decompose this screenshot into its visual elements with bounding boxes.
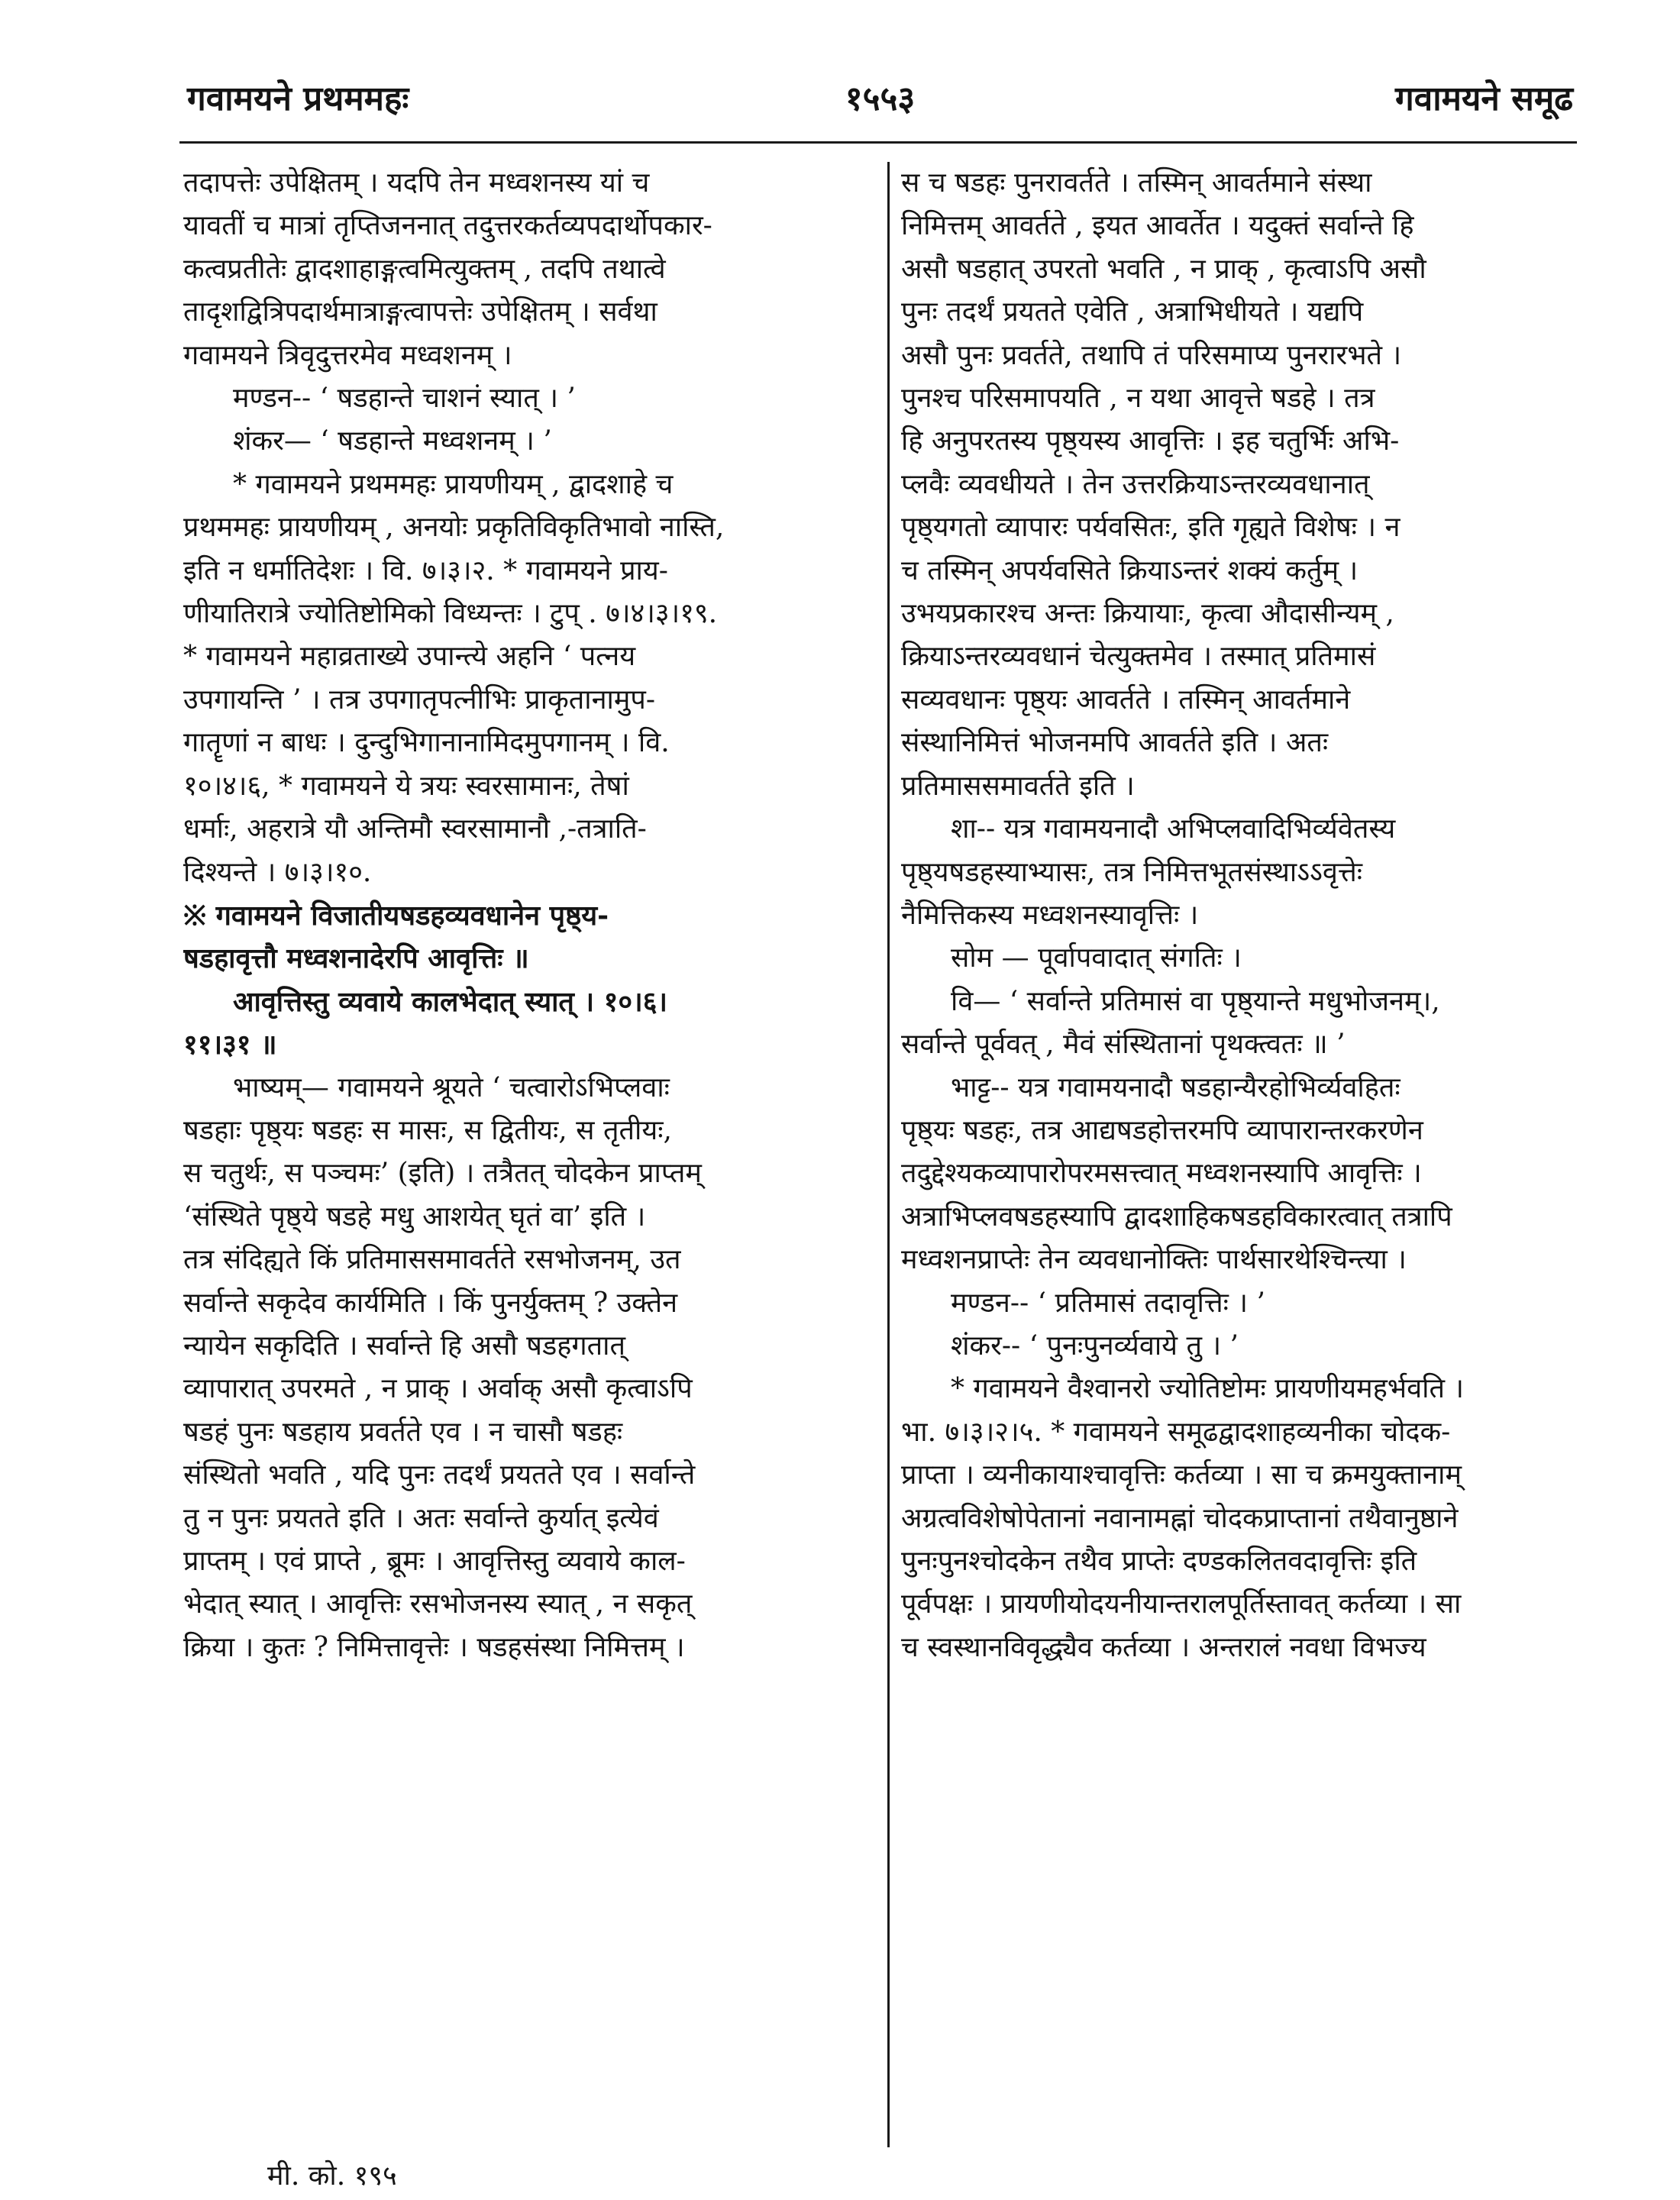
page-number: १५५३ xyxy=(845,79,916,118)
text-line: शा-- यत्र गवामयनादौ अभिप्लवादिभिर्व्यवेतस्य xyxy=(951,813,1396,845)
text-line: मण्डन-- ‘ प्रतिमासं तदावृत्तिः । ’ xyxy=(951,1287,1265,1319)
text-line: * गवामयने महाव्रताख्ये उपान्त्ये अहनि ‘ पत्नय xyxy=(183,641,636,673)
text-line: उपगायन्ति ’ । तत्र उपगातृपत्नीभिः प्राकृतानामुप- xyxy=(183,683,656,716)
text-line: अग्रत्वविशेषोपेतानां नवानामह्नां चोदकप्राप्तानां तथैवानुष्ठाने xyxy=(901,1502,1459,1534)
text-line: अत्राभिप्लवषडहस्यापि द्वादशाहिकषडहविकारत्वात् तत्रापि xyxy=(901,1200,1452,1232)
left-column xyxy=(183,162,882,1669)
text-line: सव्यवधानः पृष्ठ्यः आवर्तते । तस्मिन् आवर्तमाने xyxy=(901,683,1351,716)
text-line: संस्थितो भवति , यदि पुनः तदर्थं प्रयतते एव । सर्वान्ते xyxy=(183,1459,696,1491)
text-line: नैमित्तिकस्य मध्वशनस्यावृत्तिः । xyxy=(901,899,1199,931)
text-line: तदापत्तेः उपेक्षितम् । यदपि तेन मध्वशनस्य यां च xyxy=(183,167,650,199)
text-line: संस्थानिमित्तं भोजनमपि आवर्तते इति । अतः xyxy=(901,727,1329,759)
text-line: षडहं पुनः षडहाय प्रवर्तते एव । न चासौ षडहः xyxy=(183,1416,623,1448)
text-line: शंकर-- ‘ पुनःपुनर्व्यवाये तु । ’ xyxy=(951,1329,1239,1362)
text-line: णीयातिरात्रे ज्योतिष्टोमिको विध्यन्तः । टुप् . ७।४।३।१९. xyxy=(183,598,718,630)
text-line: व्यापारात् उपरमते , न प्राक् । अर्वाक् असौ कृत्वाऽपि xyxy=(183,1373,693,1405)
text-line: स च षडहः पुनरावर्तते । तस्मिन् आवर्तमाने संस्था xyxy=(901,167,1372,199)
right-column xyxy=(901,162,1585,1669)
text-line: प्रतिमाससमावर्तते इति । xyxy=(901,770,1135,802)
text-line: ११।३१ ॥ xyxy=(183,1029,277,1061)
text-line: भा. ७।३।२।५. * गवामयने समूढद्वादशाहव्यनीका चोदक- xyxy=(901,1416,1451,1448)
text-line: पूर्वपक्षः । प्रायणीयोदयनीयान्तरालपूर्तिस्तावत् कर्तव्या । सा xyxy=(901,1588,1462,1620)
text-line: शंकर— ‘ षडहान्ते मध्वशनम् । ’ xyxy=(233,425,552,457)
text-line: प्लवैः व्यवधीयते । तेन उत्तरक्रियाऽन्तरव्यवधानात् xyxy=(901,468,1370,500)
text-line: तत्र संदिह्यते किं प्रतिमाससमावर्तते रसभोजनम्, उत xyxy=(183,1244,681,1276)
text-line: पृष्ठ्यः षडहः, तत्र आद्यषडहोत्तरमपि व्यापारान्तरकरणेन xyxy=(901,1114,1423,1146)
text-line: वि— ‘ सर्वान्ते प्रतिमासं वा पृष्ठ्यान्ते मधुभोजनम्।, xyxy=(951,985,1440,1017)
text-line: न्यायेन सकृदिति । सर्वान्ते हि असौ षडहगतात् xyxy=(183,1329,625,1362)
text-line: प्राप्तम् । एवं प्राप्ते , ब्रूमः । आवृत्तिस्तु व्यवाये काल- xyxy=(183,1546,686,1577)
text-line: तदुद्देश्यकव्यापारोपरमसत्त्वात् मध्वशनस्यापि आवृत्तिः । xyxy=(901,1158,1422,1190)
text-line: * गवामयने प्रथममहः प्रायणीयम् , द्वादशाहे च xyxy=(233,468,674,500)
text-line: हि अनुपरतस्य पृष्ठ्यस्य आवृत्तिः । इह चतुर्भिः अभि- xyxy=(901,425,1400,457)
text-line: कत्वप्रतीतेः द्वादशाहाङ्गत्वमित्युक्तम् , तदपि तथात्वे xyxy=(183,253,666,285)
text-line: पुनः तदर्थं प्रयतते एवेति , अत्राभिधीयते । यद्यपि xyxy=(901,296,1364,328)
text-line: पुनःपुनश्चोदकेन तथैव प्राप्तेः दण्डकलितवदावृत्तिः इति xyxy=(901,1546,1417,1577)
column-divider xyxy=(887,162,890,2147)
text-line: स चतुर्थः, स पञ्चमः’ (इति) । तत्रैतत् चोदकेन प्राप्तम् xyxy=(183,1158,702,1190)
header-left-title: गवामयने प्रथममहः xyxy=(187,79,409,118)
text-line: सर्वान्ते पूर्ववत् , मैवं संस्थितानां पृथक्त्वतः ॥ ’ xyxy=(901,1029,1346,1061)
text-line: भाट्ट-- यत्र गवामयनादौ षडहान्यैरहोभिर्व्यवहितः xyxy=(951,1071,1401,1103)
text-line: तादृशद्वित्रिपदार्थमात्राङ्गत्वापत्तेः उपेक्षितम् । सर्वथा xyxy=(183,296,657,328)
text-line: षडहाः पृष्ठ्यः षडहः स मासः, स द्वितीयः, स तृतीयः, xyxy=(183,1114,672,1146)
text-line: उभयप्रकारश्च अन्तः क्रियायाः, कृत्वा औदासीन्यम् , xyxy=(901,598,1394,630)
text-line: च तस्मिन् अपर्यवसिते क्रियाऽन्तरं शक्यं कर्तुम् । xyxy=(901,554,1359,586)
text-line: पृष्ठ्यगतो व्यापारः पर्यवसितः, इति गृह्यते विशेषः । न xyxy=(901,512,1401,544)
text-line: ※ गवामयने विजातीयषडहव्यवधानेन पृष्ठ्य- xyxy=(183,899,609,932)
text-line: गवामयने त्रिवृदुत्तरमेव मध्वशनम् । xyxy=(183,339,512,371)
text-line: सर्वान्ते सकृदेव कार्यमिति । किं पुनर्युक्तम् ? उक्तेन xyxy=(183,1287,678,1319)
text-line: असौ पुनः प्रवर्तते, तथापि तं परिसमाप्य पुनरारभते । xyxy=(901,339,1402,371)
text-line: मध्वशनप्राप्तेः तेन व्यवधानोक्तिः पार्थसारथेश्चिन्त्या । xyxy=(901,1244,1407,1276)
text-line: पृष्ठ्यषडहस्याभ्यासः, तत्र निमित्तभूतसंस्थाऽऽवृत्तेः xyxy=(901,856,1363,888)
text-line: ‘संस्थिते पृष्ठ्ये षडहे मधु आशयेत् घृतं वा’ इति । xyxy=(183,1200,646,1232)
text-line: असौ षडहात् उपरतो भवति , न प्राक् , कृत्वाऽपि असौ xyxy=(901,253,1426,285)
header-right-title: गवामयने समूढ xyxy=(1394,79,1573,118)
header-rule xyxy=(179,141,1577,144)
text-line: दिश्यन्ते । ७।३।१०. xyxy=(183,856,372,888)
text-line: निमित्तम् आवर्तते , इयत आवर्तेत । यदुक्तं सर्वान्ते हि xyxy=(901,210,1414,242)
footer-signature: मी. को. १९५ xyxy=(267,2160,397,2192)
text-line: धर्माः, अहरात्रे यौ अन्तिमौ स्वरसामानौ ,-तत्राति- xyxy=(183,813,647,845)
text-line: क्रिया । कुतः ? निमित्तावृत्तेः । षडहसंस्था निमित्तम् । xyxy=(183,1631,685,1663)
text-line: गातॄणां न बाधः । दुन्दुभिगानानामिदमुपगानम् । वि. xyxy=(183,727,670,759)
text-line: षडहावृत्तौ मध्वशनादेरपि आवृत्तिः ॥ xyxy=(183,942,529,975)
text-line: च स्वस्थानविवृद्ध्यैव कर्तव्या । अन्तरालं नवधा विभज्य xyxy=(901,1631,1426,1663)
text-line: प्राप्ता । व्यनीकायाश्चावृत्तिः कर्तव्या । सा च क्रमयुक्तानाम् xyxy=(901,1459,1462,1491)
text-line: प्रथममहः प्रायणीयम् , अनयोः प्रकृतिविकृतिभावो नास्ति, xyxy=(183,512,725,544)
text-line: भेदात् स्यात् । आवृत्तिः रसभोजनस्य स्यात् , न सकृत् xyxy=(183,1588,693,1620)
text-line: क्रियाऽन्तरव्यवधानं चेत्युक्तमेव । तस्मात् प्रतिमासं xyxy=(901,641,1376,673)
text-line: मण्डन-- ‘ षडहान्ते चाशनं स्यात् । ’ xyxy=(233,383,576,415)
text-line: यावतीं च मात्रां तृप्तिजननात् तदुत्तरकर्तव्यपदार्थोपकार- xyxy=(183,210,712,242)
text-line: * गवामयने वैश्वानरो ज्योतिष्टोमः प्रायणीयमहर्भवति । xyxy=(951,1373,1465,1405)
text-line: तु न पुनः प्रयतते इति । अतः सर्वान्ते कुर्यात् इत्येवं xyxy=(183,1502,659,1534)
text-line: पुनश्च परिसमापयति , न यथा आवृत्ते षडहे । तत्र xyxy=(901,383,1375,415)
running-header xyxy=(187,73,1573,126)
text-line: इति न धर्मातिदेशः । वि. ७।३।२. * गवामयने प्राय- xyxy=(183,554,668,586)
text-line: भाष्यम्— गवामयने श्रूयते ‘ चत्वारोऽभिप्लवाः xyxy=(233,1071,670,1103)
text-line: सोम — पूर्वापवादात् संगतिः । xyxy=(951,942,1242,974)
text-line: १०।४।६, * गवामयने ये त्रयः स्वरसामानः, तेषां xyxy=(183,770,629,802)
text-line: आवृत्तिस्तु व्यवाये कालभेदात् स्यात् । १०।६। xyxy=(233,985,668,1018)
